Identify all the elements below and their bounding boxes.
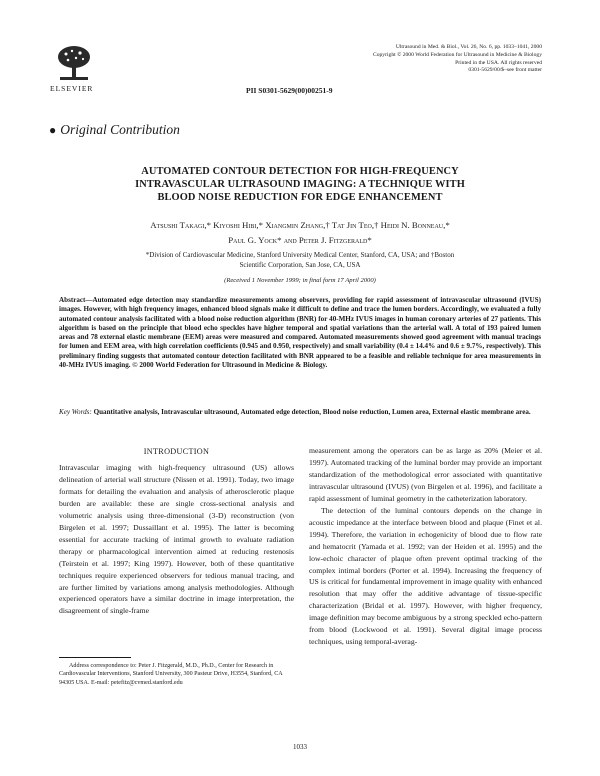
authors-line: Paul G. Yock* and Peter J. Fitzgerald* xyxy=(228,234,372,245)
publisher-logo-text: ELSEVIER xyxy=(50,84,94,93)
affiliation-line: *Division of Cardiovascular Medicine, Stanford University Medical Center, Stanford, CA, USA; and †Boston xyxy=(145,251,455,259)
received-dates: (Received 1 November 1999; in final form 17 April 2000) xyxy=(224,277,376,284)
author-list xyxy=(60,218,540,247)
tree-logo-icon xyxy=(54,44,94,82)
printed-line: Printed in the USA. All rights reserved xyxy=(455,59,542,66)
journal-info xyxy=(222,44,542,75)
title-line: BLOOD NOISE REDUCTION FOR EDGE ENHANCEMENT xyxy=(157,192,443,203)
affiliation-line: Scientific Corporation, San Jose, CA, USA xyxy=(239,261,361,269)
introduction-heading: INTRODUCTION xyxy=(143,447,210,456)
section-label-text: Original Contribution xyxy=(60,122,180,137)
section-label xyxy=(49,122,180,138)
left-column xyxy=(59,462,294,617)
footnote-text: Address correspondence to: Peter J. Fitzgerald, M.D., Ph.D., Center for Research in Cardiovascular Interventions, Stanford University, 300 Pasteur Drive, H3554, Stanford, CA 94305 USA. E-mail: petefitz@cvmed.stanford.edu xyxy=(59,663,283,686)
title-line: INTRAVASCULAR ULTRASOUND IMAGING: A TECHNIQUE WITH xyxy=(135,179,465,190)
authors-line: Atsushi Takagi,* Kiyoshi Hibi,* Xiangmin Zhang,† Tat Jin Teo,† Heidi N. Bonneau,* xyxy=(150,220,450,230)
bullet-icon: ● xyxy=(49,123,57,137)
copyright-line: Copyright © 2000 World Federation for Ultrasound in Medicine & Biology xyxy=(372,51,542,58)
title-line: AUTOMATED CONTOUR DETECTION FOR HIGH-FREQUENCY xyxy=(141,166,459,177)
keywords-text: Quantitative analysis, Intravascular ultrasound, Automated edge detection, Blood noise reduction, Lumen area, External elastic membrane area. xyxy=(93,408,531,416)
keywords xyxy=(59,408,541,417)
journal-citation: Ultrasound in Med. & Biol., Vol. 26, No. 6, pp. 1033–1041, 2000 xyxy=(395,44,542,50)
article-title xyxy=(60,165,540,204)
publisher-logo-tree xyxy=(54,44,94,82)
affiliations xyxy=(70,250,530,270)
pii-identifier: PII S0301-5629(00)00251-9 xyxy=(246,86,333,95)
footnote-rule xyxy=(59,657,131,658)
keywords-label: Key Words: xyxy=(59,408,92,416)
issn-line: 0301-5629/00/$–see front matter xyxy=(468,67,542,74)
body-paragraph: measurement among the operators can be as large as 20% (Meier et al. 1997). Automated tracking of the luminal border may provide an important standardization of the methodological error associated with quantitative intravascular ultrasound (IVUS) (von Birgelen et al. 1996), and facilitate a rapid assessment of luminal geometry in the catheterization laboratory. xyxy=(309,446,542,503)
abstract: Abstract—Automated edge detection may standardize measurements among observers, providing for rapid assessment of intravascular ultrasound (IVUS) images. However, with high frequency images, enhanced blood signals make it difficult to define and trace the lumen borders. Accordingly, we evaluated a fully automated contour analysis facilitated with a blood noise reduction algorithm (BNR) for 40-MHz IVUS images in human coronary arteries of 27 patients. This algorithm is based on the principle that blood echo speckles have higher temporal and spatial variations than the arterial wall. A total of 193 paired lumen areas and 78 external elastic membrane (EEM) areas were measured and compared. Automated measurements showed good agreement with manual tracings for lumen and EEM area, with high correlation coefficients (0.945 and 0.950, respectively) and small variability (0.4 ± 14.4% and 0.6 ± 9.7%, respectively). This preliminary finding suggests that automated contour detection facilitated with BNR appeared to be a feasible and reliable technique for area measurements in 40-MHz IVUS imaging. © 2000 World Federation for Ultrasound in Medicine & Biology. xyxy=(59,296,541,370)
body-paragraph: Intravascular imaging with high-frequency ultrasound (US) allows delineation of arterial wall structure (Nissen et al. 1991). Today, two image formats for detailing the evaluation and analysis of atherosclerotic plaque burden are available: these are single cross-sectional analysis and volumetric analysis using three-dimensional (3-D) reconstruction (von Birgelen et al. 1997; Dussaillant et al. 1995). The latter is becoming essential for accurate tracking of intimal growth to evaluate radiation therapy or pharmacological intervention aimed at reducing restenosis (Teirstein et al. 1997; King 1997). However, both of these quantitative techniques require experienced observers for tedious manual tracing, and are further limited by variations among analysis methodologies. Although experienced operators have a similar doctrine in image interpretation, the disagreement of single-frame xyxy=(59,463,294,616)
page-number: 1033 xyxy=(293,743,307,751)
body-paragraph: The detection of the luminal contours depends on the change in acoustic impedance at the interface between blood and plaque (Finet et al. 1994). Therefore, the variation in echogenicity of blood due to flow rate and hematocrit (Yamada et al. 1992; van der Heiden et al. 1995) and the low-echoic character of plaque often prevent optimal tracking of the complex intimal borders (Porter et al. 1994). Increasing the frequency of US is critical for fundamental improvement in image quality with enhanced resolution that may offer the additive advantage of tissue-specific characterization (Bridal et al. 1997). However, with higher frequency, image definition may become ambiguous by a strong speckled echo-pattern from blood (Lockwood et al. 1991). Several digital image process techniques, using temporal-averag- xyxy=(309,505,542,647)
right-column xyxy=(309,445,542,648)
correspondence-footnote xyxy=(59,662,294,687)
